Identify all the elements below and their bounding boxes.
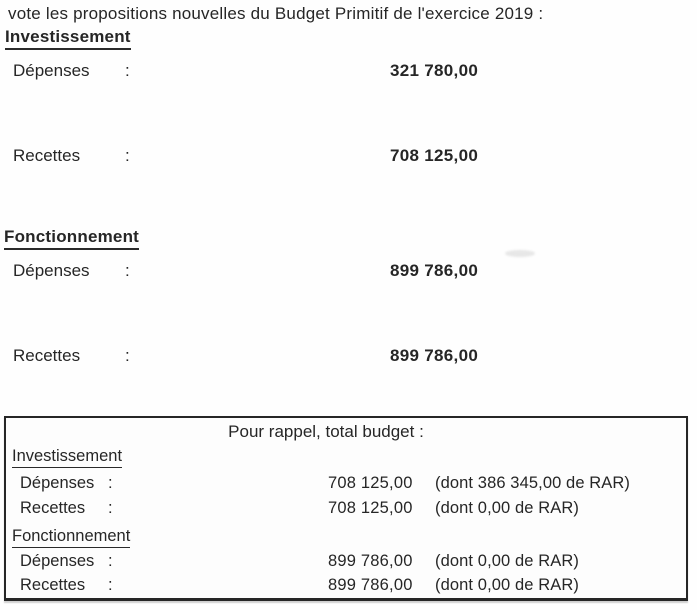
row-label: Recettes [13, 346, 81, 365]
row-value: 708 125,00 [390, 146, 479, 165]
recap-row-investissement-recettes [6, 499, 686, 519]
section-heading-fonctionnement-label: Fonctionnement [4, 227, 139, 250]
row-colon: : [108, 474, 113, 492]
row-value: 899 786,00 [390, 346, 479, 365]
recap-box [4, 416, 688, 601]
section-heading-fonctionnement [4, 227, 139, 250]
row-rar-note: (dont 386 345,00 de RAR) [435, 474, 631, 492]
row-label: Recettes [20, 576, 86, 594]
row-value: 899 786,00 [328, 576, 413, 594]
row-label: Dépenses [20, 552, 95, 570]
row-label: Recettes [13, 146, 81, 165]
row-label: Dépenses [20, 474, 95, 492]
row-label: Recettes [20, 499, 86, 517]
budget-row-fonctionnement-recettes [0, 346, 697, 366]
recap-box-title: Pour rappel, total budget : [228, 422, 424, 441]
row-rar-note: (dont 0,00 de RAR) [435, 499, 579, 517]
recap-row-investissement-depenses [6, 474, 686, 494]
row-colon: : [125, 261, 130, 280]
section-heading-investissement-label: Investissement [5, 27, 131, 50]
row-rar-note: (dont 0,00 de RAR) [435, 552, 579, 570]
row-colon: : [125, 146, 130, 165]
row-label: Dépenses [13, 261, 90, 280]
row-value: 899 786,00 [328, 552, 413, 570]
row-colon: : [125, 61, 130, 80]
row-value: 708 125,00 [328, 474, 413, 492]
row-value: 708 125,00 [328, 499, 413, 517]
row-label: Dépenses [13, 61, 90, 80]
recap-heading-investissement-label: Investissement [12, 447, 122, 468]
row-value: 321 780,00 [390, 61, 479, 80]
row-colon: : [108, 552, 113, 570]
recap-heading-fonctionnement-label: Fonctionnement [12, 527, 130, 548]
section-heading-investissement [5, 27, 131, 50]
intro-text: vote les propositions nouvelles du Budget Primitif de l'exercice 2019 : [8, 4, 544, 23]
row-rar-note: (dont 0,00 de RAR) [435, 576, 579, 594]
recap-heading-investissement [12, 447, 122, 468]
recap-row-fonctionnement-depenses [6, 552, 686, 572]
row-value: 899 786,00 [390, 261, 479, 280]
scan-artifact [505, 250, 535, 257]
budget-row-investissement-depenses [0, 61, 697, 81]
row-colon: : [108, 499, 113, 517]
budget-row-fonctionnement-depenses [0, 261, 697, 281]
recap-heading-fonctionnement [12, 527, 130, 548]
recap-row-fonctionnement-recettes [6, 576, 686, 596]
row-colon: : [108, 576, 113, 594]
row-colon: : [125, 346, 130, 365]
budget-row-investissement-recettes [0, 146, 697, 166]
